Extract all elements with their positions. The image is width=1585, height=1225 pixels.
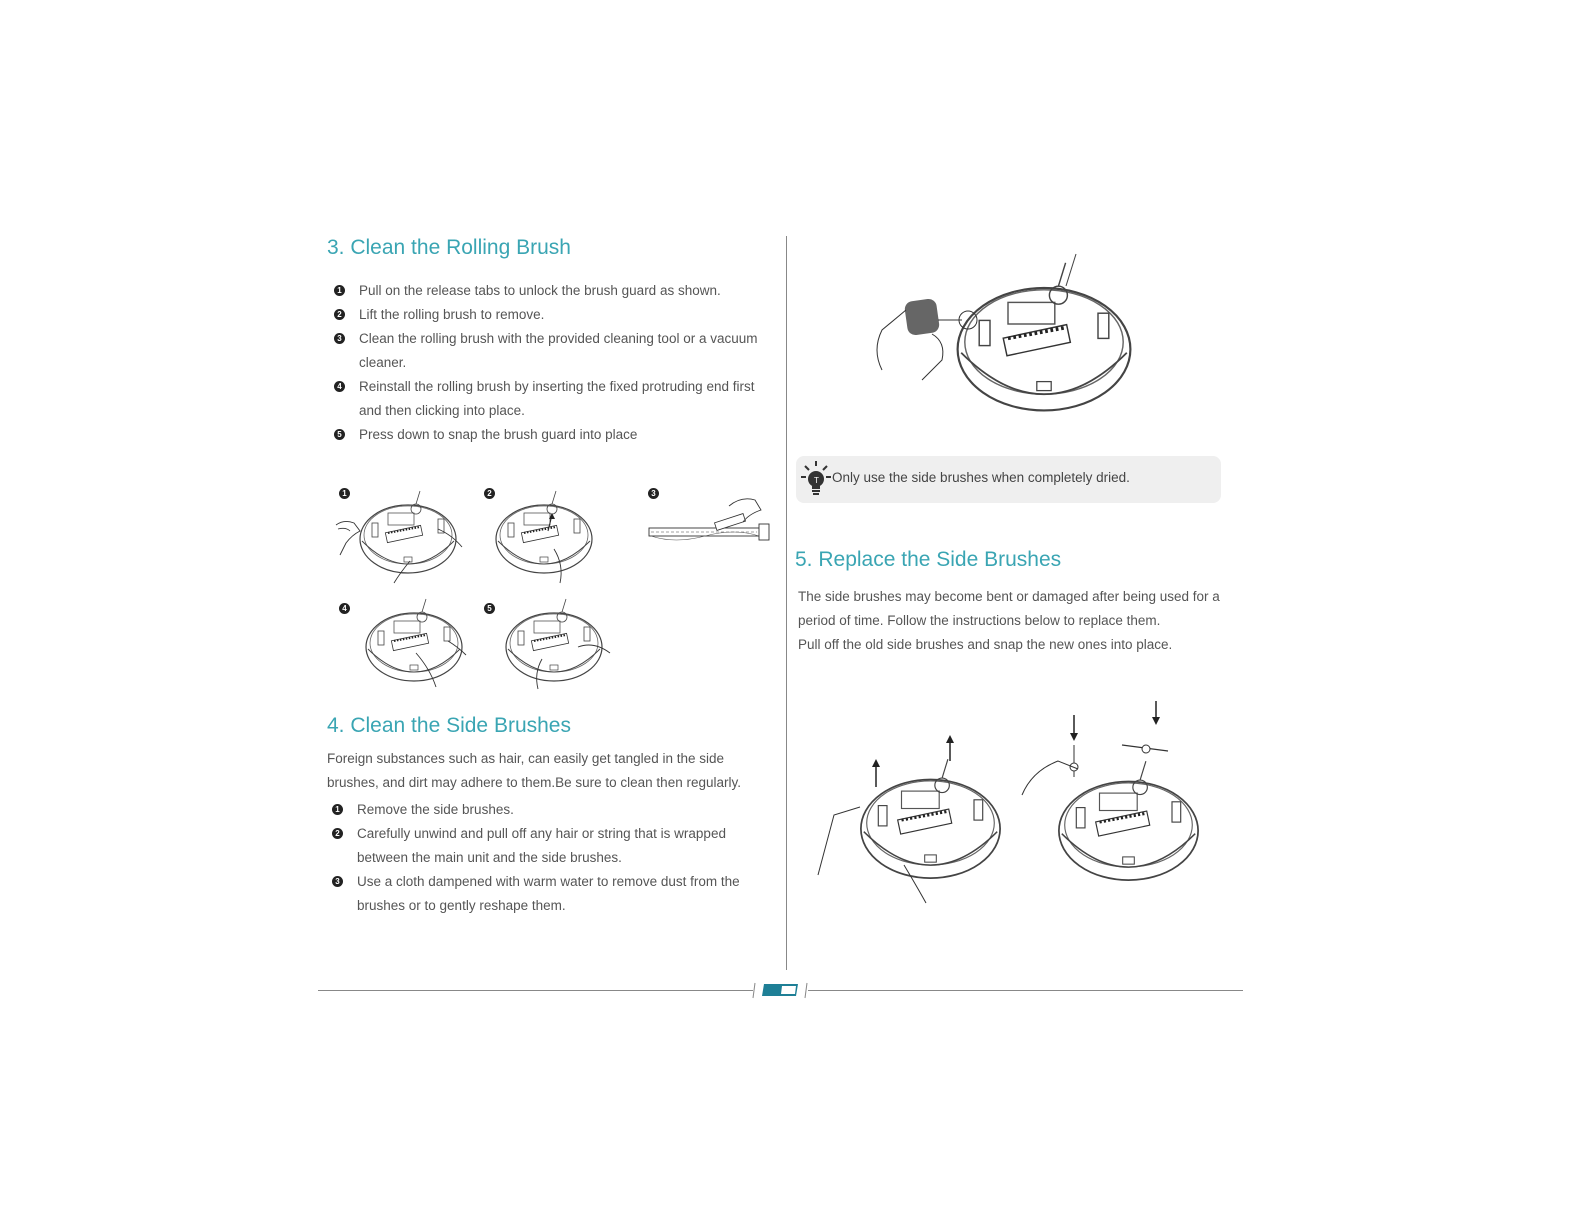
step-number: 3 [334, 333, 345, 344]
list-item [334, 279, 769, 303]
list-item [332, 822, 752, 870]
step-number: 1 [334, 285, 345, 296]
section-3-steps [334, 279, 769, 447]
page-number-badge [752, 982, 808, 1000]
paragraph: Pull off the old side brushes and snap the new ones into place. [798, 637, 1173, 652]
figure-label-1: 1 [339, 488, 350, 499]
figure-replace-side-brushes [812, 695, 1212, 910]
lightbulb-icon [800, 459, 832, 499]
figure-clean-side-brush [862, 250, 1142, 420]
section-3-title: 3. Clean the Rolling Brush [327, 236, 571, 259]
paragraph: Foreign substances such as hair, can easily get tangled in the side brushes, and dirt may adhere to them.Be sure to clean then regularly. [327, 751, 741, 790]
footer-rule-left [318, 990, 753, 991]
list-item [334, 423, 769, 447]
step-text: Carefully unwind and pull off any hair or string that is wrapped between the main unit and the side brushes. [357, 826, 726, 865]
figure-clean-brush [645, 492, 775, 556]
paragraph: The side brushes may become bent or damaged after being used for a period of time. Follow the instructions below to replace them. [798, 589, 1220, 628]
tip-text: Only use the side brushes when completely dried. [832, 470, 1130, 485]
step-text: Clean the rolling brush with the provided cleaning tool or a vacuum cleaner. [359, 331, 758, 370]
section-5-title: 5. Replace the Side Brushes [795, 548, 1062, 571]
list-item [332, 870, 752, 918]
section-4-steps [332, 798, 752, 918]
figure-label-5: 5 [484, 603, 495, 614]
list-item [334, 327, 769, 375]
step-number: 1 [332, 804, 343, 815]
figure-label-2: 2 [484, 488, 495, 499]
step-text: Use a cloth dampened with warm water to remove dust from the brushes or to gently reshape them. [357, 874, 740, 913]
step-number: 4 [334, 381, 345, 392]
step-text: Pull on the release tabs to unlock the brush guard as shown. [359, 283, 721, 298]
column-divider [786, 236, 787, 970]
step-number: 2 [332, 828, 343, 839]
section-4-title: 4. Clean the Side Brushes [327, 714, 571, 737]
figure-reinstall-brush [356, 595, 476, 690]
step-text: Remove the side brushes. [357, 802, 514, 817]
list-item [334, 375, 769, 423]
svg-text:T: T [814, 476, 819, 485]
step-text: Press down to snap the brush guard into place [359, 427, 638, 442]
figure-press-guard [498, 595, 618, 690]
step-number: 5 [334, 429, 345, 440]
list-item [334, 303, 769, 327]
step-text: Lift the rolling brush to remove. [359, 307, 545, 322]
figure-release-tabs [330, 485, 470, 585]
footer-rule-right [808, 990, 1243, 991]
section-4-intro [327, 747, 762, 795]
section-5-text [798, 585, 1228, 657]
step-number: 2 [334, 309, 345, 320]
step-text: Reinstall the rolling brush by inserting the fixed protruding end first and then clicking into place. [359, 379, 755, 418]
figure-label-3: 3 [648, 488, 659, 499]
figure-label-4: 4 [339, 603, 350, 614]
list-item [332, 798, 752, 822]
step-number: 3 [332, 876, 343, 887]
tip-box [796, 456, 1221, 503]
figure-lift-brush [490, 485, 610, 585]
